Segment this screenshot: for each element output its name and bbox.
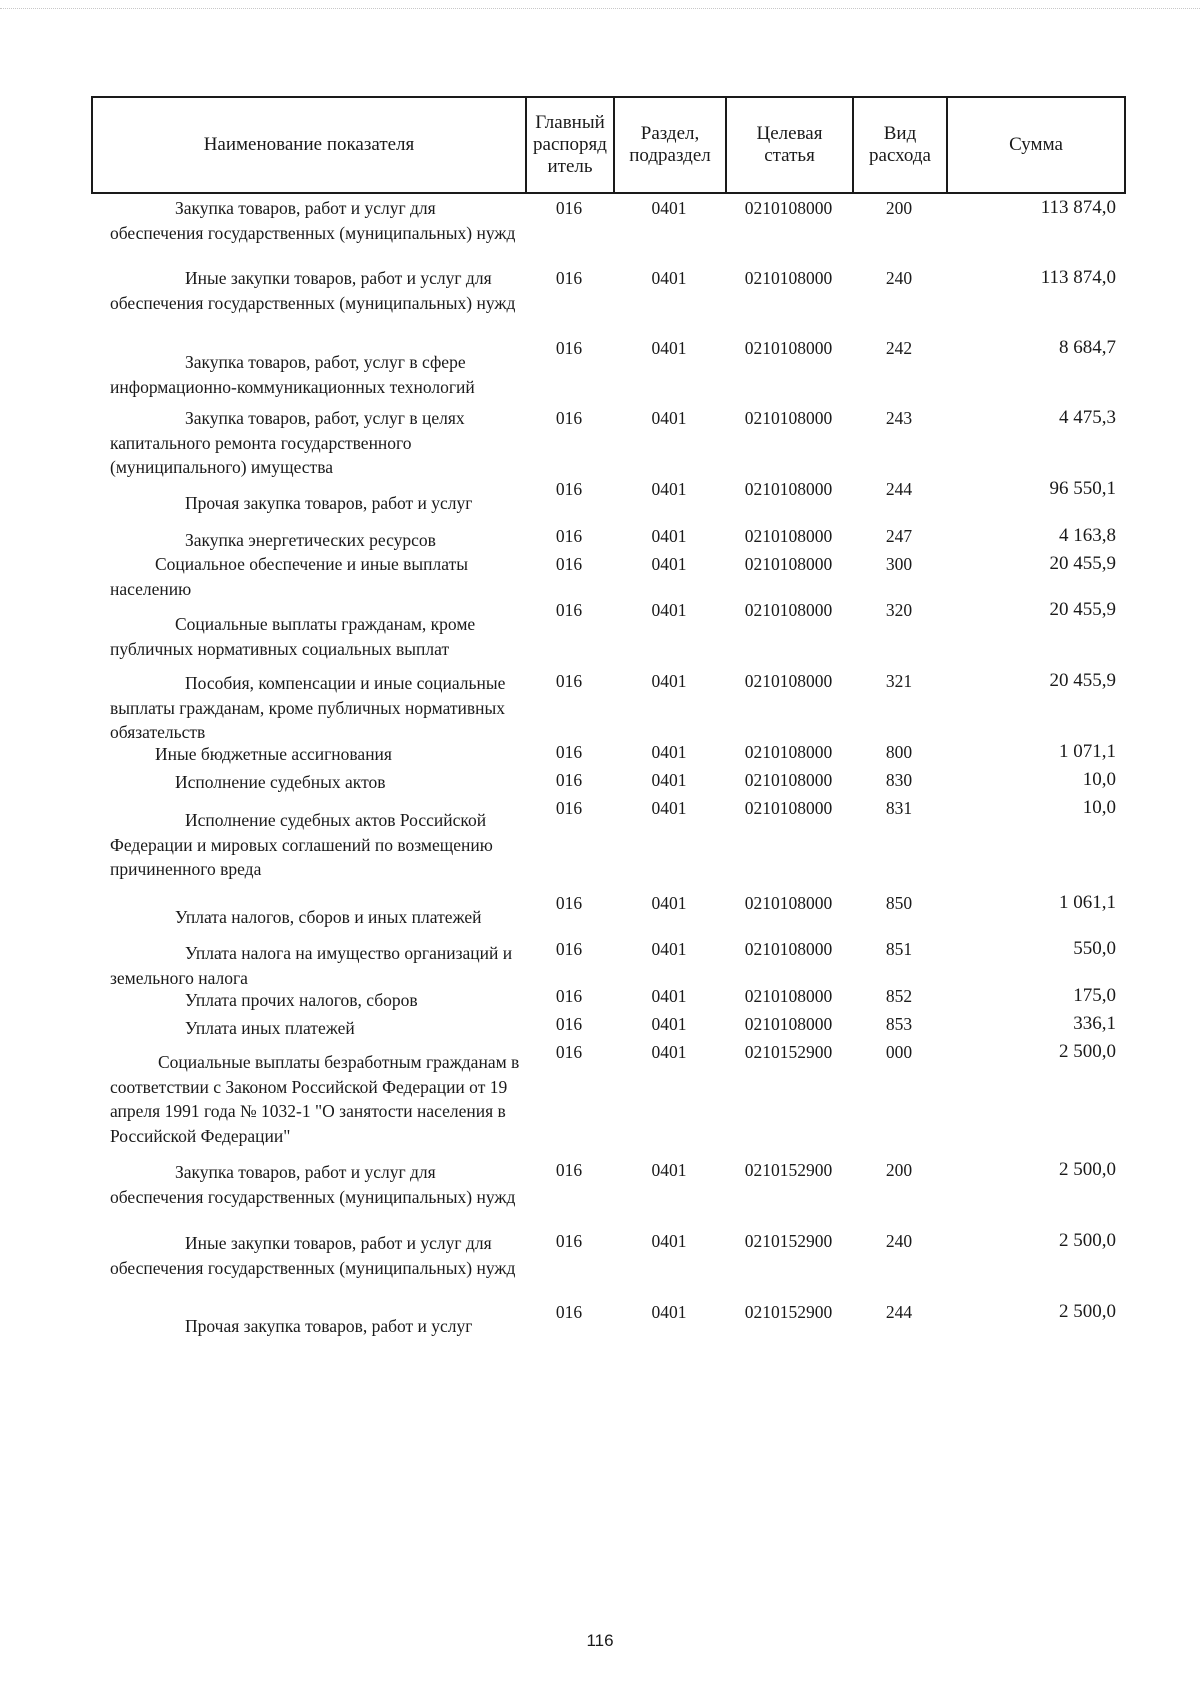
row-expense-type: 244	[885, 1302, 913, 1322]
row-amount: 2 500,0	[1059, 1230, 1116, 1251]
row-name: Прочая закупка товаров, работ и услуг	[185, 493, 473, 513]
row-expense-type: 000	[885, 1042, 913, 1062]
row-main-manager: 016	[555, 798, 583, 818]
row-name: Закупка товаров, работ и услуг для обеспечения государственных (муниципальных) нужд	[110, 1162, 516, 1207]
row-expense-type: 240	[885, 268, 913, 288]
row-main-manager: 016	[555, 554, 583, 574]
row-main-manager: 016	[555, 742, 583, 762]
row-section: 0401	[651, 600, 687, 620]
row-main-manager: 016	[555, 770, 583, 790]
row-target-article: 0210108000	[744, 798, 833, 818]
row-section: 0401	[651, 338, 687, 358]
row-target-article: 0210108000	[744, 600, 833, 620]
row-target-article: 0210108000	[744, 526, 833, 546]
row-amount: 113 874,0	[1040, 197, 1116, 218]
row-amount: 113 874,0	[1040, 267, 1116, 288]
row-section: 0401	[651, 986, 687, 1006]
row-name: Иные закупки товаров, работ и услуг для обеспечения государственных (муниципальных) нужд	[110, 268, 516, 313]
row-name: Закупка энергетических ресурсов	[185, 530, 436, 550]
header-main-manager: Главный распоряд итель	[526, 97, 614, 193]
row-name: Закупка товаров, работ, услуг в целях капитального ремонта государственного (муниципального) имущества	[110, 408, 465, 477]
row-target-article: 0210108000	[744, 770, 833, 790]
row-amount: 20 455,9	[1049, 599, 1116, 620]
row-target-article: 0210108000	[744, 1014, 833, 1034]
row-target-article: 0210108000	[744, 742, 833, 762]
row-amount: 550,0	[1073, 938, 1116, 959]
row-target-article: 0210108000	[744, 408, 833, 428]
row-expense-type: 200	[885, 1160, 913, 1180]
row-name: Исполнение судебных актов	[175, 772, 386, 792]
row-name: Иные закупки товаров, работ и услуг для обеспечения государственных (муниципальных) нужд	[110, 1233, 516, 1278]
row-target-article: 0210108000	[744, 986, 833, 1006]
row-name: Социальные выплаты гражданам, кроме публичных нормативных социальных выплат	[110, 614, 476, 659]
row-section: 0401	[651, 526, 687, 546]
row-target-article: 0210108000	[744, 198, 833, 218]
row-target-article: 0210152900	[744, 1231, 833, 1251]
row-amount: 96 550,1	[1049, 478, 1116, 499]
row-amount: 20 455,9	[1049, 670, 1116, 691]
row-section: 0401	[651, 1014, 687, 1034]
row-main-manager: 016	[555, 1014, 583, 1034]
row-main-manager: 016	[555, 986, 583, 1006]
row-main-manager: 016	[555, 268, 583, 288]
row-name: Закупка товаров, работ и услуг для обеспечения государственных (муниципальных) нужд	[110, 198, 516, 243]
row-expense-type: 300	[885, 554, 913, 574]
row-section: 0401	[651, 408, 687, 428]
row-section: 0401	[651, 479, 687, 499]
row-main-manager: 016	[555, 1042, 583, 1062]
row-expense-type: 240	[885, 1231, 913, 1251]
row-main-manager: 016	[555, 939, 583, 959]
row-amount: 2 500,0	[1059, 1159, 1116, 1180]
row-expense-type: 200	[885, 198, 913, 218]
row-name: Прочая закупка товаров, работ и услуг	[185, 1316, 473, 1336]
header-target-article: Целевая статья	[726, 97, 853, 193]
row-target-article: 0210108000	[744, 939, 833, 959]
row-name: Пособия, компенсации и иные социальные выплаты гражданам, кроме публичных нормативных обязательств	[110, 673, 506, 742]
row-amount: 8 684,7	[1059, 337, 1116, 358]
row-name: Уплата прочих налогов, сборов	[185, 990, 418, 1010]
row-target-article: 0210108000	[744, 479, 833, 499]
row-expense-type: 243	[885, 408, 913, 428]
row-name: Уплата иных платежей	[185, 1018, 355, 1038]
page-number: 116	[586, 1631, 614, 1650]
row-section: 0401	[651, 742, 687, 762]
row-target-article: 0210108000	[744, 671, 833, 691]
row-main-manager: 016	[555, 198, 583, 218]
row-main-manager: 016	[555, 1231, 583, 1251]
row-expense-type: 851	[885, 939, 913, 959]
row-section: 0401	[651, 1160, 687, 1180]
row-expense-type: 852	[885, 986, 913, 1006]
row-amount: 175,0	[1073, 985, 1116, 1006]
row-target-article: 0210108000	[744, 893, 833, 913]
row-section: 0401	[651, 1042, 687, 1062]
row-section: 0401	[651, 798, 687, 818]
row-section: 0401	[651, 198, 687, 218]
row-amount: 10,0	[1082, 769, 1116, 790]
row-expense-type: 800	[885, 742, 913, 762]
row-main-manager: 016	[555, 338, 583, 358]
row-name: Иные бюджетные ассигнования	[155, 744, 392, 764]
row-name: Социальные выплаты безработным гражданам в соответствии с Законом Российской Федерации от 19 апреля 1991 года № 1032-1 "О занятости населения в Российской Федерации"	[110, 1052, 520, 1146]
row-section: 0401	[651, 1231, 687, 1251]
row-main-manager: 016	[555, 893, 583, 913]
header-name: Наименование показателя	[92, 97, 526, 193]
row-expense-type: 830	[885, 770, 913, 790]
row-main-manager: 016	[555, 526, 583, 546]
row-expense-type: 247	[885, 526, 913, 546]
row-main-manager: 016	[555, 479, 583, 499]
header-section: Раздел, подраздел	[614, 97, 726, 193]
row-target-article: 0210152900	[744, 1302, 833, 1322]
row-amount: 1 061,1	[1059, 892, 1116, 913]
row-expense-type: 321	[885, 671, 913, 691]
row-section: 0401	[651, 893, 687, 913]
header-amount: Сумма	[947, 97, 1125, 193]
row-amount: 4 475,3	[1059, 407, 1116, 428]
row-section: 0401	[651, 268, 687, 288]
header-expense-type: Вид расхода	[853, 97, 947, 193]
row-target-article: 0210152900	[744, 1160, 833, 1180]
row-expense-type: 831	[885, 798, 913, 818]
row-name: Уплата налога на имущество организаций и земельного налога	[110, 943, 513, 988]
row-section: 0401	[651, 770, 687, 790]
row-main-manager: 016	[555, 671, 583, 691]
row-expense-type: 242	[885, 338, 913, 358]
row-name: Исполнение судебных актов Российской Федерации и мировых соглашений по возмещению причиненного вреда	[110, 810, 493, 879]
row-expense-type: 850	[885, 893, 913, 913]
row-main-manager: 016	[555, 1160, 583, 1180]
row-target-article: 0210108000	[744, 268, 833, 288]
row-amount: 1 071,1	[1059, 741, 1116, 762]
row-amount: 2 500,0	[1059, 1041, 1116, 1062]
row-amount: 4 163,8	[1059, 525, 1116, 546]
row-section: 0401	[651, 939, 687, 959]
row-target-article: 0210108000	[744, 554, 833, 574]
row-amount: 2 500,0	[1059, 1301, 1116, 1322]
row-expense-type: 853	[885, 1014, 913, 1034]
row-target-article: 0210108000	[744, 338, 833, 358]
row-target-article: 0210152900	[744, 1042, 833, 1062]
row-main-manager: 016	[555, 1302, 583, 1322]
row-name: Уплата налогов, сборов и иных платежей	[175, 907, 482, 927]
row-amount: 10,0	[1082, 797, 1116, 818]
row-section: 0401	[651, 1302, 687, 1322]
row-main-manager: 016	[555, 600, 583, 620]
row-expense-type: 320	[885, 600, 913, 620]
row-section: 0401	[651, 671, 687, 691]
row-main-manager: 016	[555, 408, 583, 428]
row-section: 0401	[651, 554, 687, 574]
row-expense-type: 244	[885, 479, 913, 499]
row-amount: 20 455,9	[1049, 553, 1116, 574]
row-amount: 336,1	[1073, 1013, 1116, 1034]
row-name: Социальное обеспечение и иные выплаты населению	[110, 554, 469, 599]
row-name: Закупка товаров, работ, услуг в сфере информационно-коммуникационных технологий	[110, 352, 475, 397]
